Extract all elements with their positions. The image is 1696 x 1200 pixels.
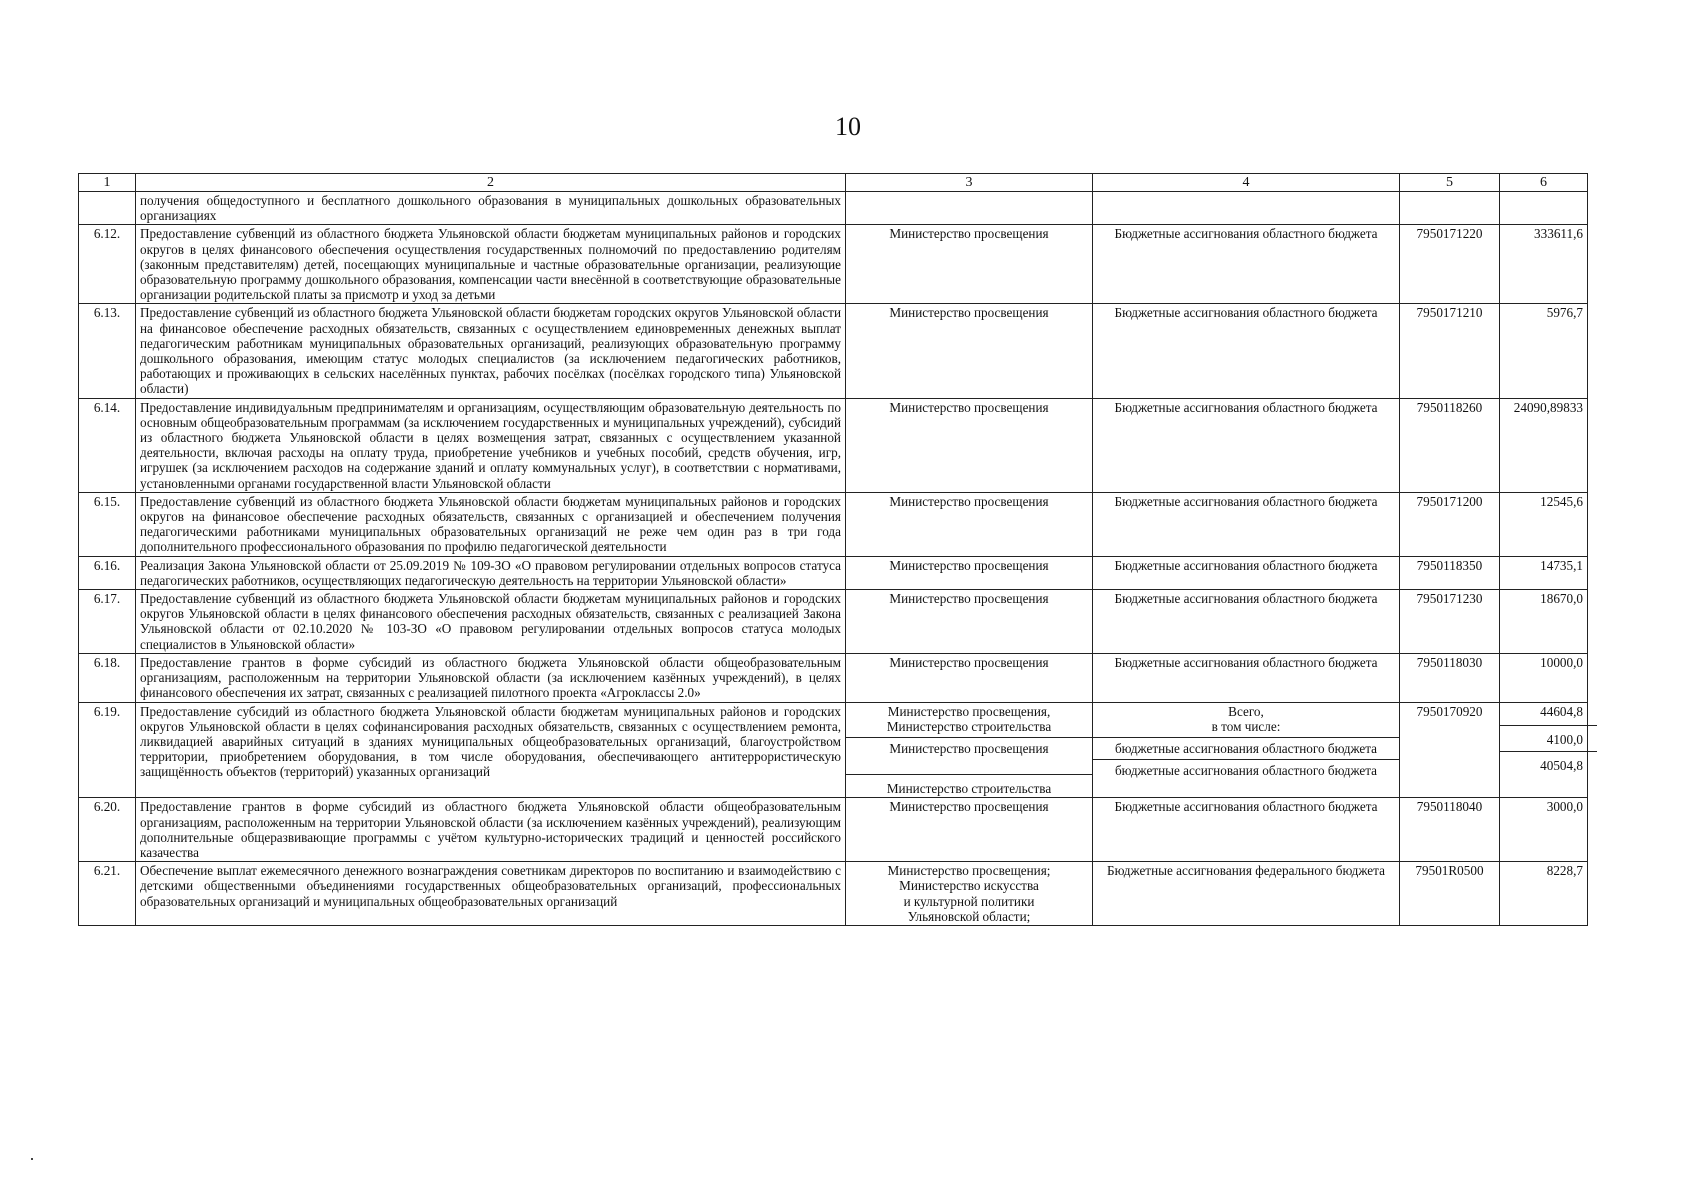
row-funding-source: Бюджетные ассигнования областного бюджета xyxy=(1093,225,1400,304)
row-executor xyxy=(846,702,1093,798)
executor-line-4: Ульяновской области; xyxy=(907,908,1031,924)
row-description: Предоставление грантов в форме субсидий из областного бюджета Ульяновской области общеобразовательным организациям, расположенным на территории Ульяновской области (за исключением казённых учреждений), в целях финансового обеспечения их затрат, связанных с реализацией пилотного проекта «Агроклассы 2.0» xyxy=(136,653,846,702)
row-executor xyxy=(846,862,1093,926)
row-amount xyxy=(1500,702,1588,798)
row-funding-source: Бюджетные ассигнования областного бюджета xyxy=(1093,398,1400,492)
row-description: Предоставление субсидий из областного бюджета Ульяновской области бюджетам муниципальных районов и городских округов Ульяновской области в целях софинансирования расходных обязательств, связанных с осуществлением ремонта, ликвидацией аварийных ситуаций в зданиях муниципальных общеобразовательных организаций, благоустройством территории, приобретением оборудования, в том числе оборудования, обеспечивающего антитеррористическую защищённость объектов (территорий) указанных организаций xyxy=(136,702,846,798)
executor-construction: Министерство строительства xyxy=(846,774,1092,796)
amount-total: 44604,8 xyxy=(1540,703,1583,719)
source-total-line-2: в том числе: xyxy=(1211,718,1281,734)
row-funding-source: Бюджетные ассигнования областного бюджета xyxy=(1093,556,1400,589)
row-code: 7950118030 xyxy=(1400,653,1500,702)
row-executor: Министерство просвещения xyxy=(846,225,1093,304)
row-amount: 3000,0 xyxy=(1500,798,1588,862)
row-number: 6.15. xyxy=(79,492,136,556)
row-description: Реализация Закона Ульяновской области от 25.09.2019 № 109-ЗО «О правовом регулировании отдельных вопросов статуса педагогических работников, осуществляющих педагогическую деятельность на территории Ульяновской области» xyxy=(136,556,846,589)
table-row xyxy=(79,798,1588,862)
table-row xyxy=(79,398,1588,492)
row-funding-source: Бюджетные ассигнования областного бюджета xyxy=(1093,492,1400,556)
table-row xyxy=(79,304,1588,398)
page-number: 10 xyxy=(835,112,861,141)
executor-line-3: и культурной политики xyxy=(903,893,1035,909)
row-code: 7950171230 xyxy=(1400,590,1500,654)
row-executor: Министерство просвещения xyxy=(846,556,1093,589)
row-number xyxy=(79,192,136,225)
row-description: Предоставление субвенций из областного бюджета Ульяновской области бюджетам муниципальных районов и городских округов Ульяновской области в целях финансового обеспечения расходных обязательств, связанных с реализацией Закона Ульяновской области от 02.10.2020 № 103-ЗО «О правовом регулировании отдельных вопросов статуса молодых специалистов в Ульяновской области» xyxy=(136,590,846,654)
row-funding-source: Бюджетные ассигнования федерального бюджета xyxy=(1093,862,1400,926)
row-code: 7950171210 xyxy=(1400,304,1500,398)
amount-construction: 40504,8 xyxy=(1500,751,1597,773)
row-code: 7950118260 xyxy=(1400,398,1500,492)
row-executor: Министерство просвещения xyxy=(846,398,1093,492)
row-amount: 5976,7 xyxy=(1500,304,1588,398)
table-row xyxy=(79,492,1588,556)
table-row xyxy=(79,702,1588,798)
row-code: 7950170920 xyxy=(1400,702,1500,798)
row-code: 79501R0500 xyxy=(1400,862,1500,926)
header-row xyxy=(79,174,1588,192)
row-number: 6.17. xyxy=(79,590,136,654)
table-row xyxy=(79,862,1588,926)
row-amount: 333611,6 xyxy=(1500,225,1588,304)
executor-total-line-1: Министерство просвещения, xyxy=(887,703,1051,719)
table-row xyxy=(79,192,1588,225)
row-number: 6.12. xyxy=(79,225,136,304)
executor-line-1: Министерство просвещения; xyxy=(887,863,1051,879)
scan-speck xyxy=(31,1158,33,1160)
row-code: 7950171220 xyxy=(1400,225,1500,304)
source-education: бюджетные ассигнования областного бюджета xyxy=(1093,737,1399,756)
row-description: Предоставление субвенций из областного бюджета Ульяновской области бюджетам муниципальных районов и городских округов в целях финансового обеспечения осуществления государственных полномочий по предоставлению родителям (законным представителям) детей, посещающих муниципальные и частные образовательные организации, реализующие образовательную программу дошкольного образования, компенсации части внесённой в соответствующие образовательные организации родительской платы за присмотр и уход за детьми xyxy=(136,225,846,304)
column-header-5: 5 xyxy=(1400,174,1500,192)
row-description: Предоставление субвенций из областного бюджета Ульяновской области бюджетам городских округов Ульяновской области на финансовое обеспечение расходных обязательств, связанных с осуществлением единовременных денежных выплат педагогическим работникам муниципальных образовательных организаций, реализующих образовательную программу дошкольного образования, имеющим статус молодых специалистов (за исключением педагогических работников, работающих и проживающих в сельских населённых пунктах, рабочих посёлках (посёлках городского типа) Ульяновской области) xyxy=(136,304,846,398)
row-number: 6.20. xyxy=(79,798,136,862)
column-header-3: 3 xyxy=(846,174,1093,192)
row-description: Предоставление субвенций из областного бюджета Ульяновской области бюджетам муниципальных районов и городских округов на финансовое обеспечение расходных обязательств, связанных с организацией и обеспечением получения педагогическими работниками муниципальных образовательных организаций не реже чем один раз в три года дополнительного профессионального образования по профилю педагогической деятельности xyxy=(136,492,846,556)
executor-line-2: Министерство искусства xyxy=(899,878,1039,894)
column-header-4: 4 xyxy=(1093,174,1400,192)
row-funding-source: Бюджетные ассигнования областного бюджета xyxy=(1093,590,1400,654)
row-description: получения общедоступного и бесплатного дошкольного образования в муниципальных дошкольных образовательных организациях xyxy=(136,192,846,225)
table-row xyxy=(79,225,1588,304)
row-amount xyxy=(1500,192,1588,225)
row-executor xyxy=(846,192,1093,225)
row-code: 7950171200 xyxy=(1400,492,1500,556)
row-description: Предоставление грантов в форме субсидий из областного бюджета Ульяновской области общеобразовательным организациям, расположенным на территории Ульяновской области (за исключением казённых учреждений), реализующим дополнительные общеразвивающие программы с учётом культурно-исторических традиций и ценностей российского казачества xyxy=(136,798,846,862)
table-row xyxy=(79,653,1588,702)
row-number: 6.13. xyxy=(79,304,136,398)
row-description: Предоставление индивидуальным предпринимателям и организациям, осуществляющим образовательную деятельность по основным общеобразовательным программам (за исключением государственных и муниципальных учреждений), субсидий из областного бюджета Ульяновской области в целях возмещения затрат, связанных с осуществлением указанной деятельности, включая расходы на оплату труда, приобретение учебников и учебных пособий, средств обучения, игр, игрушек (за исключением расходов на содержание зданий и оплату коммунальных услуг), в соответствии с нормативами, установленными органами государственной власти Ульяновской области xyxy=(136,398,846,492)
source-construction: бюджетные ассигнования областного бюджета xyxy=(1093,759,1399,778)
row-executor: Министерство просвещения xyxy=(846,590,1093,654)
row-number: 6.18. xyxy=(79,653,136,702)
row-amount: 14735,1 xyxy=(1500,556,1588,589)
row-description: Обеспечение выплат ежемесячного денежного вознаграждения советникам директоров по воспитанию и взаимодействию с детскими общественными объединениями государственных общеобразовательных организаций, профессиональных образовательных организаций и муниципальных общеобразовательных организаций xyxy=(136,862,846,926)
row-funding-source: Бюджетные ассигнования областного бюджета xyxy=(1093,653,1400,702)
row-funding-source: Бюджетные ассигнования областного бюджета xyxy=(1093,798,1400,862)
column-header-6: 6 xyxy=(1500,174,1588,192)
row-number: 6.16. xyxy=(79,556,136,589)
budget-table xyxy=(78,173,1588,926)
row-number: 6.19. xyxy=(79,702,136,798)
row-code: 7950118350 xyxy=(1400,556,1500,589)
amount-education: 4100,0 xyxy=(1500,725,1597,751)
source-total-line-1: Всего, xyxy=(1228,703,1264,719)
column-header-1: 1 xyxy=(79,174,136,192)
row-number: 6.21. xyxy=(79,862,136,926)
row-code xyxy=(1400,192,1500,225)
row-amount: 12545,6 xyxy=(1500,492,1588,556)
table-row xyxy=(79,556,1588,589)
row-executor: Министерство просвещения xyxy=(846,653,1093,702)
row-amount: 10000,0 xyxy=(1500,653,1588,702)
row-funding-source: Бюджетные ассигнования областного бюджета xyxy=(1093,304,1400,398)
row-amount: 18670,0 xyxy=(1500,590,1588,654)
row-funding-source xyxy=(1093,702,1400,798)
row-funding-source xyxy=(1093,192,1400,225)
executor-total-line-2: Министерство строительства xyxy=(886,718,1052,734)
table-row xyxy=(79,590,1588,654)
row-number: 6.14. xyxy=(79,398,136,492)
row-executor: Министерство просвещения xyxy=(846,304,1093,398)
row-executor: Министерство просвещения xyxy=(846,492,1093,556)
row-amount: 24090,89833 xyxy=(1500,398,1588,492)
row-amount: 8228,7 xyxy=(1500,862,1588,926)
executor-education: Министерство просвещения xyxy=(846,737,1092,756)
row-code: 7950118040 xyxy=(1400,798,1500,862)
row-executor: Министерство просвещения xyxy=(846,798,1093,862)
column-header-2: 2 xyxy=(136,174,846,192)
